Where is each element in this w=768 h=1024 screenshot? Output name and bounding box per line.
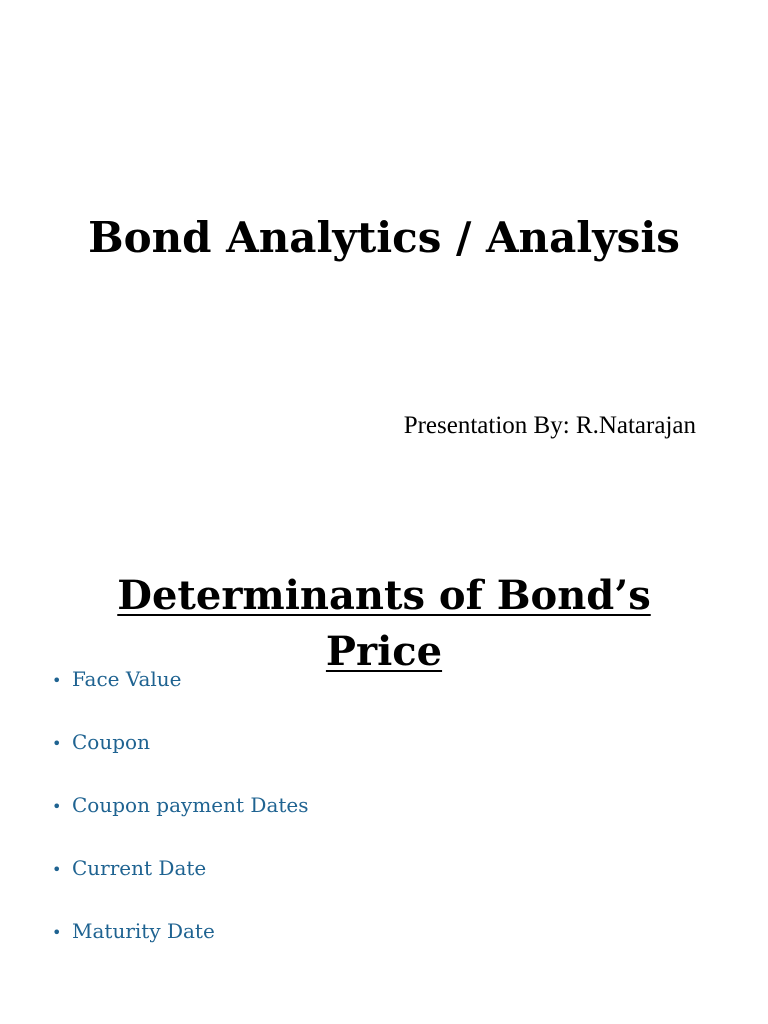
list-item [52,664,309,727]
list-item [52,916,309,979]
bullet-icon: • [52,671,62,690]
presenter-line: Presentation By: R.Natarajan [403,412,696,439]
list-item [52,853,309,916]
list-item [52,790,309,853]
bullet-icon: • [52,734,62,753]
list-item [52,727,309,790]
list-item-label: Coupon payment Dates [72,793,309,817]
list-item-label: Coupon [72,730,150,754]
presentation-title: Bond Analytics / Analysis [88,213,680,262]
bullet-icon: • [52,797,62,816]
bullet-icon: • [52,923,62,942]
bullet-icon: • [52,860,62,879]
determinants-list [52,664,309,979]
list-item-label: Current Date [72,856,207,880]
list-item-label: Face Value [72,667,182,691]
content-slide [0,512,768,1024]
slide-heading: Determinants of Bond’s Price [117,572,651,675]
list-item-label: Maturity Date [72,919,215,943]
